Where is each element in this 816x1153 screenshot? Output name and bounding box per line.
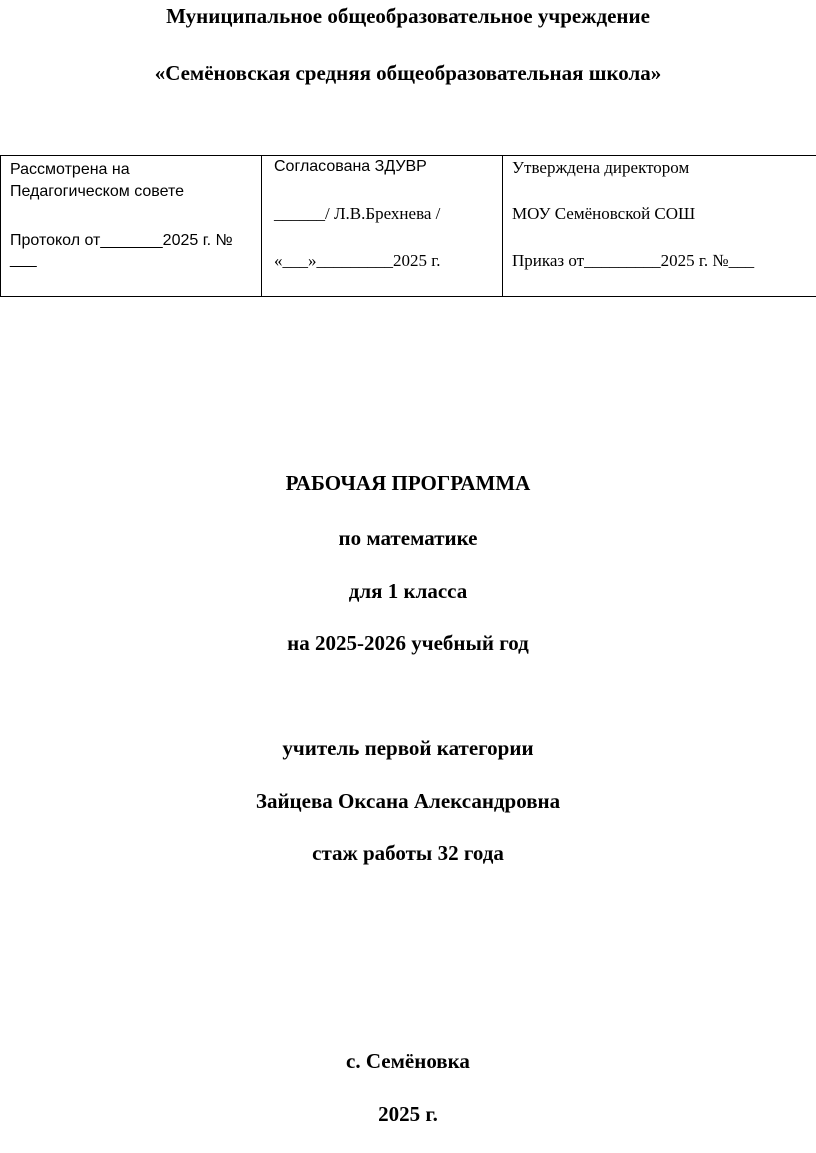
- teacher-name: Зайцева Оксана Александровна: [255, 789, 561, 813]
- approval-cell-council: [1, 156, 262, 297]
- director-line-1: Утверждена директором: [512, 158, 690, 177]
- approval-cell-director: [503, 156, 816, 297]
- deputy-date: «___»_________2025 г.: [274, 251, 441, 270]
- program-title: РАБОЧАЯ ПРОГРАММА: [285, 471, 531, 495]
- footer-place: с. Семёновка: [346, 1049, 470, 1073]
- approval-table: [0, 155, 816, 297]
- deputy-line-1: Согласована ЗДУВР: [274, 158, 427, 175]
- program-grade: для 1 класса: [348, 579, 468, 603]
- program-subject: по математике: [338, 526, 478, 550]
- footer-year: 2025 г.: [378, 1102, 438, 1126]
- director-line-2: МОУ Семёновской СОШ: [512, 204, 696, 223]
- header-line-1: Муниципальное общеобразовательное учреждение: [166, 4, 650, 28]
- teacher-experience: стаж работы 32 года: [312, 841, 504, 865]
- council-line-1: Рассмотрена на: [10, 161, 130, 178]
- director-order: Приказ от_________2025 г. №___: [512, 251, 755, 270]
- council-number: ___: [10, 251, 37, 268]
- council-line-2: Педагогическом совете: [10, 183, 185, 200]
- deputy-signature: ______/ Л.В.Брехнева /: [274, 204, 441, 223]
- approval-cell-deputy: [262, 156, 503, 297]
- header-line-2: «Семёновская средняя общеобразовательная школа»: [154, 61, 662, 85]
- program-year: на 2025-2026 учебный год: [287, 631, 529, 655]
- council-protocol: Протокол от_______2025 г. №: [10, 232, 233, 249]
- teacher-category: учитель первой категории: [282, 736, 534, 760]
